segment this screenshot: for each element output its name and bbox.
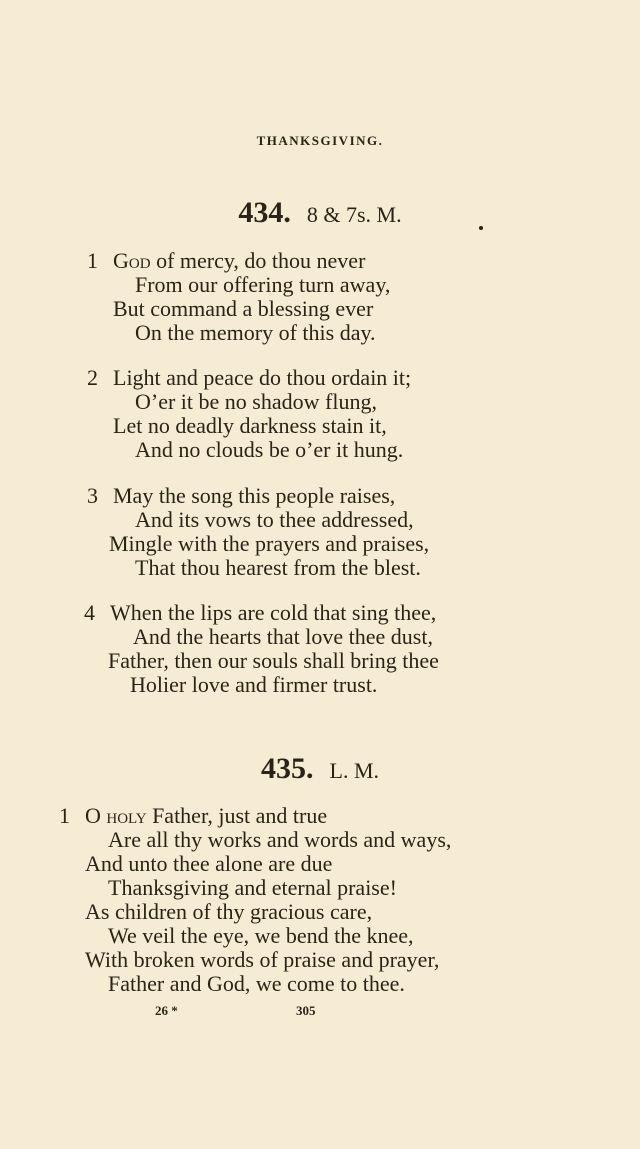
verse-line: O’er it be no shadow flung, — [135, 389, 377, 414]
page-number: 305 — [296, 1003, 316, 1018]
verse-line: On the memory of this day. — [135, 320, 376, 345]
verse-line: Let no deadly darkness stain it, — [113, 413, 387, 438]
verse-line: And the hearts that love thee dust, — [133, 624, 433, 649]
hymn-435-heading — [0, 752, 640, 786]
print-speck — [479, 226, 483, 230]
verse-line: And no clouds be o’er it hung. — [135, 437, 404, 462]
verse-line: Holier love and firmer trust. — [130, 672, 378, 697]
hymn-434-heading — [0, 196, 640, 230]
verse-line: With broken words of praise and prayer, — [85, 947, 440, 972]
verse-line: And unto thee alone are due — [85, 851, 333, 876]
verse-line: Are all thy works and words and ways, — [108, 827, 452, 852]
verse-line: That thou hearest from the blest. — [135, 555, 421, 580]
verse-line: Mingle with the prayers and praises, — [109, 531, 430, 556]
verse-line: From our offering turn away, — [135, 272, 391, 297]
verse-line: May the song this people raises, — [113, 483, 396, 508]
stanza-number: 1 — [59, 803, 70, 828]
verse-line: O holy Father, just and true — [85, 803, 328, 828]
signature-mark: 26 * — [155, 1003, 178, 1018]
stanza-number: 2 — [87, 365, 98, 390]
stanza-number: 3 — [87, 483, 98, 508]
verse-line: Light and peace do thou ordain it; — [113, 365, 412, 390]
verse-line: When the lips are cold that sing thee, — [110, 600, 437, 625]
verse-line: God of mercy, do thou never — [113, 248, 366, 273]
verse-line: Thanksgiving and eternal praise! — [108, 875, 397, 900]
verse-line: But command a blessing ever — [113, 296, 374, 321]
running-head: THANKSGIVING. — [256, 133, 384, 148]
hymn-number: 434. — [238, 196, 291, 229]
hymn-meter: L. M. — [329, 758, 379, 783]
hymn-number: 435. — [261, 752, 314, 785]
verse-line: We veil the eye, we bend the knee, — [108, 923, 414, 948]
hymn-meter: 8 & 7s. M. — [306, 202, 402, 227]
stanza-number: 4 — [84, 600, 95, 625]
stanza-number: 1 — [87, 248, 98, 273]
verse-line: Father, then our souls shall bring thee — [108, 648, 439, 673]
verse-line: As children of thy gracious care, — [85, 899, 373, 924]
verse-line: And its vows to thee addressed, — [135, 507, 414, 532]
verse-line: Father and God, we come to thee. — [108, 971, 405, 996]
